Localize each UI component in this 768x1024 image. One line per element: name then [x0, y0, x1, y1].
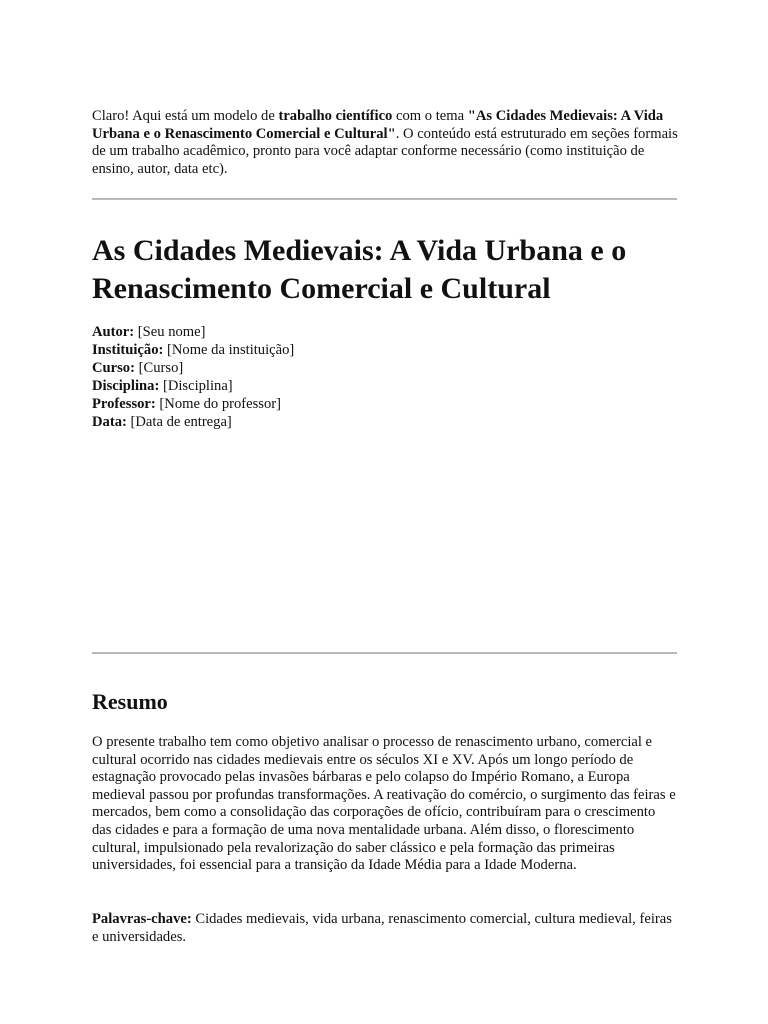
abstract-heading: Resumo: [92, 689, 168, 714]
meta-value: [Disciplina]: [159, 378, 233, 394]
horizontal-rule: [92, 652, 677, 654]
intro-paragraph: [92, 108, 678, 178]
intro-text-2: com o tema: [392, 108, 468, 124]
intro-text-1: Claro! Aqui está um modelo de: [92, 108, 279, 124]
meta-value: [Data de entrega]: [126, 414, 232, 430]
meta-course: [92, 359, 678, 377]
meta-label: Data:: [92, 414, 127, 430]
meta-institution: [92, 341, 678, 359]
meta-value: [Curso]: [134, 360, 184, 376]
meta-label: Curso:: [92, 360, 135, 376]
intro-bold-2: "As Cidades Medievais: A Vida Urbana e o Renascimento Comercial e Cultural": [92, 108, 664, 142]
keywords-value: Cidades medievais, vida urbana, renascimento comercial, cultura medieval, feiras e universidades.: [92, 911, 672, 945]
intro-text-3: . O conteúdo está estruturado em seções formais de um trabalho acadêmico, pronto para você adaptar conforme necessário (como instituição de ensino, autor, data etc).: [92, 125, 678, 177]
meta-label: Professor:: [92, 396, 156, 412]
intro-bold-1: trabalho científico: [278, 108, 393, 124]
meta-value: [Nome do professor]: [155, 396, 281, 412]
keywords-label: Palavras-chave:: [92, 911, 192, 927]
keywords-paragraph: [92, 911, 678, 946]
document-title: As Cidades Medievais: A Vida Urbana e o Renascimento Comercial e Cultural: [92, 234, 627, 305]
meta-label: Autor:: [92, 324, 135, 340]
meta-value: [Seu nome]: [134, 324, 206, 340]
meta-date: [92, 413, 678, 431]
meta-professor: [92, 395, 678, 413]
meta-author: [92, 323, 678, 341]
meta-label: Disciplina:: [92, 378, 160, 394]
meta-value: [Nome da instituição]: [163, 342, 295, 358]
horizontal-rule: [92, 198, 677, 200]
meta-label: Instituição:: [92, 342, 164, 358]
meta-discipline: [92, 377, 678, 395]
metadata-block: [92, 323, 678, 431]
abstract-paragraph: O presente trabalho tem como objetivo analisar o processo de renascimento urbano, comercial e cultural ocorrido nas cidades medievais entre os séculos XI e XV. Após um longo período de estagnação provocado pelas invasões bárbaras e pelo colapso do Império Romano, a Europa medieval passou por profundas transformações. A reativação do comércio, o surgimento das feiras e mercados, bem como a consolidação das corporações de ofício, contribuíram para o crescimento das cidades e para a formação de uma nova mentalidade urbana. Além disso, o florescimento cultural, impulsionado pela revalorização do saber clássico e pela formação das primeiras universidades, foi essencial para a transição da Idade Média para a Idade Moderna.: [92, 734, 676, 874]
